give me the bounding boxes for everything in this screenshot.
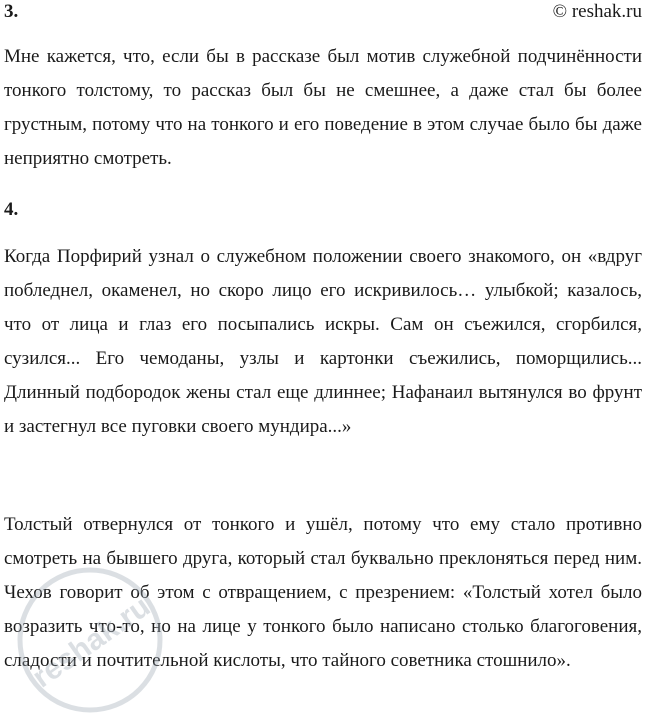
task-4-paragraph-1: Когда Порфирий узнал о служебном положении своего знакомого, он «вдруг побледнел, окаменел, но скоро лицо его искривилось… улыбкой; казалось, что от лица и глаз его посыпались искры. Сам он съежился, сгорбился, сузился... Его чемоданы, узлы и картонки съежились, поморщились... Длинный подбородок жены стал еще длиннее; Нафанаил вытянулся во фрунт и застегнул все пуговки своего мундира...» <box>4 246 642 437</box>
copyright-label: © reshak.ru <box>552 1 642 22</box>
task-3-number: 3. <box>4 1 19 22</box>
task-3-paragraph: Мне кажется, что, если бы в рассказе был мотив служебной подчинённости тонкого толстому, то рассказ был бы не смешнее, а даже стал бы более грустным, потому что на тонкого и его поведение в этом случае было бы даже неприятно смотреть. <box>4 46 642 169</box>
task-4-paragraph-2: Толстый отвернулся от тонкого и ушёл, потому что ему стало противно смотреть на бывшего друга, который стал буквально преклоняться перед ним. Чехов говорит об этом с отвращением, с презрением: «Толстый хотел было возразить что-то, но на лице у тонкого было написано столько благоговения, сладости и почтительной кислоты, что тайного советника стошнило». <box>4 514 642 671</box>
watermark-text: reshak.ru <box>26 589 157 695</box>
page-header <box>4 0 642 24</box>
task-4-number: 4. <box>4 199 19 220</box>
